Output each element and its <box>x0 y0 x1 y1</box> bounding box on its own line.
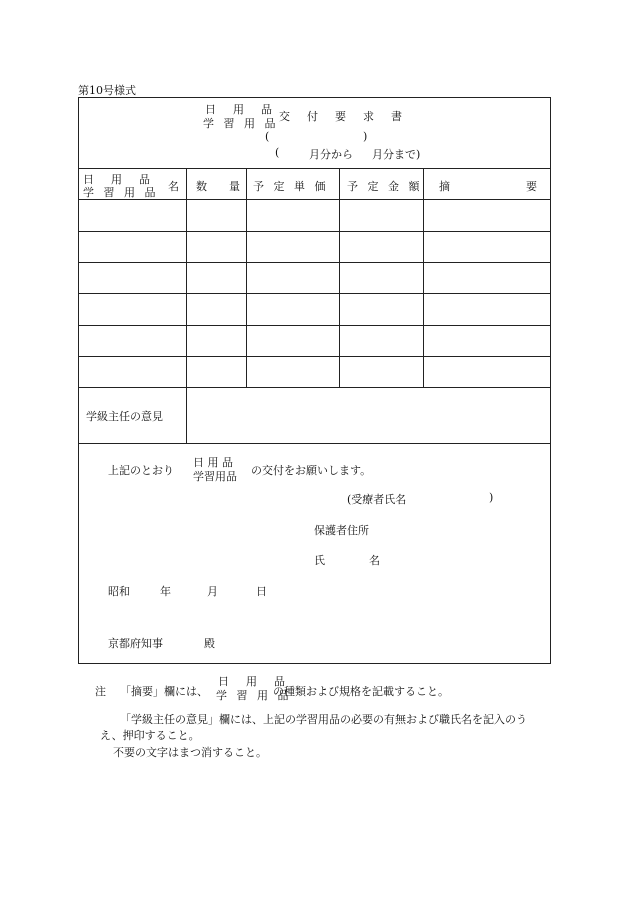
form-number: 第10号様式 <box>78 84 136 97</box>
guardian-name-label-1: 氏 <box>314 554 325 567</box>
note-mark: 注 <box>95 685 106 698</box>
note1-kind-line1: 日 用 品 <box>218 675 288 688</box>
honorific: 殿 <box>204 637 215 650</box>
title-main: 交 付 要 求 書 <box>279 110 405 123</box>
addressee: 京都府知事 <box>108 637 163 650</box>
header-item-line1: 日 用 品 <box>83 173 153 186</box>
title-kind-line1: 日 用 品 <box>205 103 275 116</box>
request-form-frame <box>78 97 551 664</box>
title-period-open: ( <box>275 146 280 159</box>
guardian-address-label: 保護者住所 <box>314 524 369 537</box>
title-paren-close: ) <box>363 130 368 143</box>
request-suffix: の交付をお願いします。 <box>251 464 372 477</box>
header-quantity: 数 量 <box>196 180 240 193</box>
note1-kind-line2: 学 習 用 品 <box>216 689 292 702</box>
header-item-suffix: 名 <box>168 180 179 193</box>
request-kind-line1: 日 用 品 <box>193 456 233 469</box>
header-remarks-left: 摘 <box>439 180 450 193</box>
date-month: 月 <box>207 585 218 598</box>
opinion-label: 学級主任の意見 <box>86 410 163 423</box>
date-era: 昭和 <box>108 585 130 598</box>
title-paren-open: ( <box>265 130 270 143</box>
header-unit-price: 予 定 単 価 <box>253 180 329 193</box>
note1-suffix: の種類および規格を記載すること。 <box>273 685 449 698</box>
title-period-from: 月分から <box>309 148 353 161</box>
recipient-close: ) <box>489 491 494 504</box>
note1-prefix: 「摘要」欄には、 <box>120 685 208 698</box>
header-remarks-right: 要 <box>526 180 537 193</box>
request-prefix: 上記のとおり <box>108 464 174 477</box>
guardian-name-label-2: 名 <box>369 554 380 567</box>
date-year: 年 <box>160 585 171 598</box>
recipient-open: (受療者氏名 <box>347 493 407 506</box>
note3: 不要の文字はまつ消すること。 <box>113 746 267 759</box>
header-amount: 予 定 金 額 <box>347 180 423 193</box>
header-item-line2: 学 習 用 品 <box>83 186 159 199</box>
note2-line2: え、押印すること。 <box>100 729 200 742</box>
title-period-to: 月分まで) <box>372 148 421 161</box>
date-day: 日 <box>256 585 267 598</box>
request-kind-line2: 学習用品 <box>193 470 237 483</box>
title-kind-line2: 学 習 用 品 <box>203 117 279 130</box>
note2-line1: 「学級主任の意見」欄には、上記の学習用品の必要の有無および職氏名を記入のう <box>120 713 527 726</box>
